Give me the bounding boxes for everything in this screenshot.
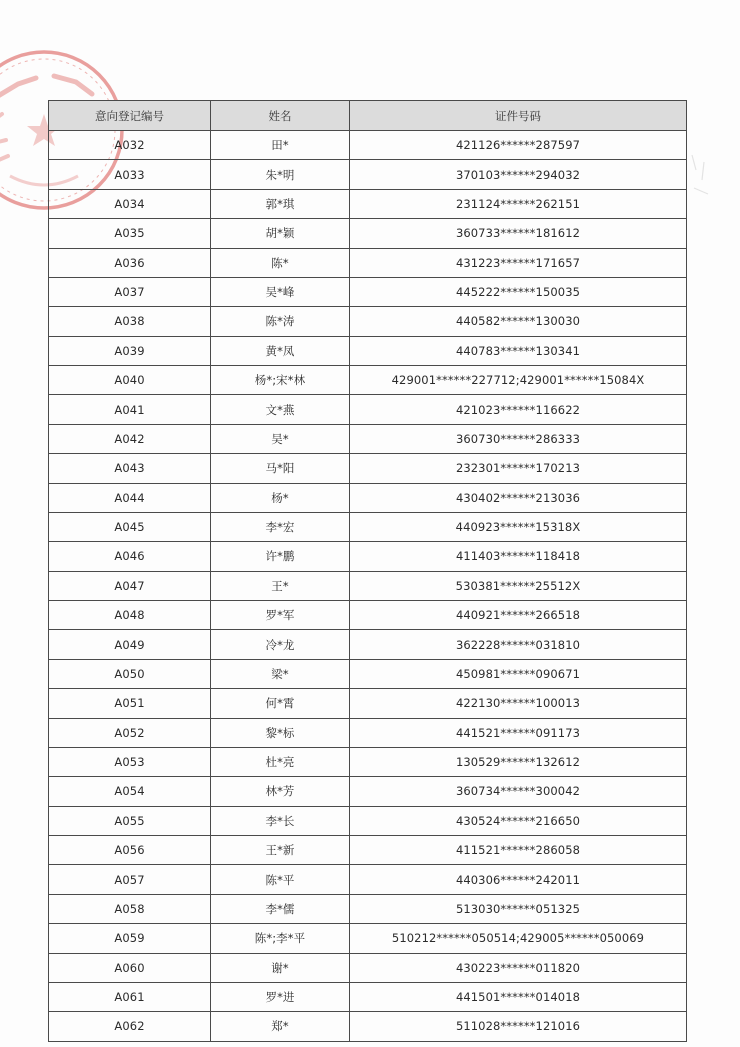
table-row <box>49 718 687 747</box>
name-cell: 杨* <box>211 483 350 512</box>
name-cell: 杜*亮 <box>211 747 350 776</box>
table-row <box>49 806 687 835</box>
id-number-cell: 360730******286333 <box>350 424 687 453</box>
name-cell: 罗*军 <box>211 601 350 630</box>
table-row <box>49 630 687 659</box>
registration-no-cell: A039 <box>49 336 211 365</box>
column-header-registration-no: 意向登记编号 <box>49 101 211 131</box>
table-row <box>49 865 687 894</box>
registration-no-cell: A055 <box>49 806 211 835</box>
registration-no-cell: A054 <box>49 777 211 806</box>
id-number-cell: 360733******181612 <box>350 219 687 248</box>
table-row <box>49 160 687 189</box>
registration-no-cell: A038 <box>49 307 211 336</box>
name-cell: 冷*龙 <box>211 630 350 659</box>
margin-mark-icon <box>682 150 722 210</box>
table-row <box>49 571 687 600</box>
registration-no-cell: A045 <box>49 512 211 541</box>
registration-no-cell: A047 <box>49 571 211 600</box>
name-cell: 黄*凤 <box>211 336 350 365</box>
table-row <box>49 836 687 865</box>
name-cell: 马*阳 <box>211 454 350 483</box>
name-cell: 林*芳 <box>211 777 350 806</box>
table-row <box>49 483 687 512</box>
id-number-cell: 370103******294032 <box>350 160 687 189</box>
id-number-cell: 232301******170213 <box>350 454 687 483</box>
name-cell: 陈*涛 <box>211 307 350 336</box>
registration-no-cell: A046 <box>49 542 211 571</box>
table-row <box>49 689 687 718</box>
registration-no-cell: A051 <box>49 689 211 718</box>
name-cell: 陈*;李*平 <box>211 924 350 953</box>
id-number-cell: 440921******266518 <box>350 601 687 630</box>
name-cell: 郑* <box>211 1012 350 1041</box>
registration-no-cell: A037 <box>49 277 211 306</box>
table-header-row <box>49 101 687 131</box>
registration-no-cell: A048 <box>49 601 211 630</box>
table-row <box>49 424 687 453</box>
table-row <box>49 395 687 424</box>
table-row <box>49 924 687 953</box>
registration-no-cell: A062 <box>49 1012 211 1041</box>
registration-table <box>48 100 687 1042</box>
registration-no-cell: A061 <box>49 982 211 1011</box>
id-number-cell: 440582******130030 <box>350 307 687 336</box>
registration-no-cell: A059 <box>49 924 211 953</box>
table-row <box>49 894 687 923</box>
table-row <box>49 601 687 630</box>
registration-no-cell: A043 <box>49 454 211 483</box>
name-cell: 何*霄 <box>211 689 350 718</box>
column-header-name: 姓名 <box>211 101 350 131</box>
table-row <box>49 542 687 571</box>
id-number-cell: 440783******130341 <box>350 336 687 365</box>
table-row <box>49 777 687 806</box>
id-number-cell: 510212******050514;429005******050069 <box>350 924 687 953</box>
table-row <box>49 219 687 248</box>
name-cell: 李*长 <box>211 806 350 835</box>
id-number-cell: 511028******121016 <box>350 1012 687 1041</box>
table-row <box>49 366 687 395</box>
registration-no-cell: A053 <box>49 747 211 776</box>
name-cell: 田* <box>211 131 350 160</box>
name-cell: 黎*标 <box>211 718 350 747</box>
id-number-cell: 360734******300042 <box>350 777 687 806</box>
id-number-cell: 445222******150035 <box>350 277 687 306</box>
table-row <box>49 659 687 688</box>
registration-no-cell: A032 <box>49 131 211 160</box>
id-number-cell: 429001******227712;429001******15084X <box>350 366 687 395</box>
id-number-cell: 450981******090671 <box>350 659 687 688</box>
table-row <box>49 277 687 306</box>
registration-no-cell: A057 <box>49 865 211 894</box>
table-row <box>49 747 687 776</box>
table-row <box>49 512 687 541</box>
name-cell: 郭*琪 <box>211 189 350 218</box>
id-number-cell: 441521******091173 <box>350 718 687 747</box>
name-cell: 胡*颖 <box>211 219 350 248</box>
table-row <box>49 336 687 365</box>
id-number-cell: 421126******287597 <box>350 131 687 160</box>
registration-no-cell: A056 <box>49 836 211 865</box>
registration-no-cell: A040 <box>49 366 211 395</box>
name-cell: 梁* <box>211 659 350 688</box>
id-number-cell: 431223******171657 <box>350 248 687 277</box>
name-cell: 吴*峰 <box>211 277 350 306</box>
name-cell: 文*燕 <box>211 395 350 424</box>
name-cell: 谢* <box>211 953 350 982</box>
id-number-cell: 130529******132612 <box>350 747 687 776</box>
registration-no-cell: A035 <box>49 219 211 248</box>
table-row <box>49 982 687 1011</box>
table-row <box>49 1012 687 1041</box>
table-row <box>49 189 687 218</box>
id-number-cell: 430402******213036 <box>350 483 687 512</box>
id-number-cell: 440923******15318X <box>350 512 687 541</box>
table-row <box>49 953 687 982</box>
id-number-cell: 411403******118418 <box>350 542 687 571</box>
id-number-cell: 411521******286058 <box>350 836 687 865</box>
registration-no-cell: A044 <box>49 483 211 512</box>
id-number-cell: 362228******031810 <box>350 630 687 659</box>
table-row <box>49 131 687 160</box>
name-cell: 王* <box>211 571 350 600</box>
name-cell: 罗*进 <box>211 982 350 1011</box>
registration-no-cell: A049 <box>49 630 211 659</box>
name-cell: 许*鹏 <box>211 542 350 571</box>
column-header-id-number: 证件号码 <box>350 101 687 131</box>
name-cell: 李*宏 <box>211 512 350 541</box>
registration-no-cell: A033 <box>49 160 211 189</box>
id-number-cell: 440306******242011 <box>350 865 687 894</box>
registration-no-cell: A041 <box>49 395 211 424</box>
registration-no-cell: A058 <box>49 894 211 923</box>
registration-no-cell: A042 <box>49 424 211 453</box>
registration-no-cell: A034 <box>49 189 211 218</box>
registration-no-cell: A060 <box>49 953 211 982</box>
name-cell: 杨*;宋*林 <box>211 366 350 395</box>
id-number-cell: 430223******011820 <box>350 953 687 982</box>
registration-no-cell: A052 <box>49 718 211 747</box>
table-row <box>49 248 687 277</box>
name-cell: 陈* <box>211 248 350 277</box>
name-cell: 李*儒 <box>211 894 350 923</box>
id-number-cell: 421023******116622 <box>350 395 687 424</box>
name-cell: 陈*平 <box>211 865 350 894</box>
id-number-cell: 441501******014018 <box>350 982 687 1011</box>
id-number-cell: 231124******262151 <box>350 189 687 218</box>
id-number-cell: 513030******051325 <box>350 894 687 923</box>
id-number-cell: 422130******100013 <box>350 689 687 718</box>
table-row <box>49 307 687 336</box>
table-row <box>49 454 687 483</box>
name-cell: 朱*明 <box>211 160 350 189</box>
table-body <box>49 131 687 1042</box>
registration-no-cell: A050 <box>49 659 211 688</box>
id-number-cell: 430524******216650 <box>350 806 687 835</box>
id-number-cell: 530381******25512X <box>350 571 687 600</box>
registration-no-cell: A036 <box>49 248 211 277</box>
name-cell: 王*新 <box>211 836 350 865</box>
name-cell: 吴* <box>211 424 350 453</box>
